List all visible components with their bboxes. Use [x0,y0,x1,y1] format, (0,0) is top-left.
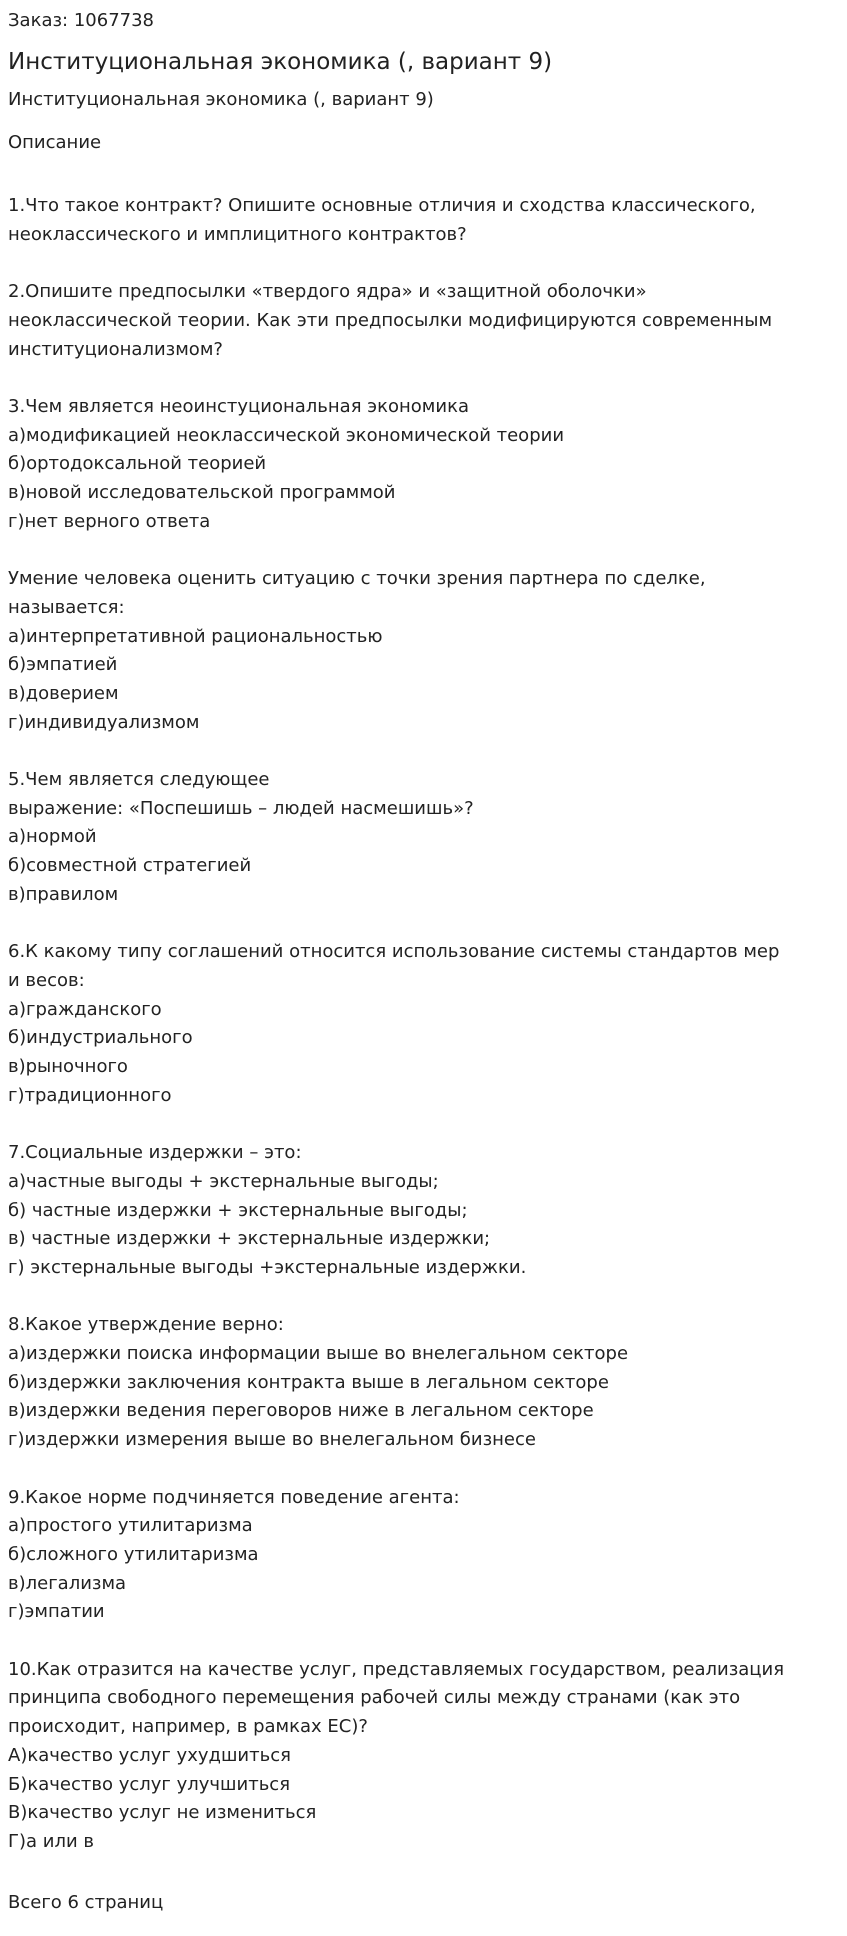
text-line: институционализмом? [8,338,223,360]
text-line: б)ортодоксальной теорией [8,453,267,475]
text-line: в)доверием [8,682,119,704]
text-line: 8.Какое утверждение верно: [8,1314,284,1336]
blank-line [8,737,838,766]
text-line: Б)качество услуг улучшиться [8,1773,291,1795]
text-line: а)модификацией неоклассической экономической теории [8,424,565,446]
text-line: а)интерпретативной рациональностью [8,625,383,647]
text-line: 6.К какому типу соглашений относится использование системы стандартов мер [8,941,780,963]
text-line: 3.Чем является неоинстуциональная экономика [8,395,469,417]
text-line: неоклассической теории. Как эти предпосылки модифицируются современным [8,309,773,331]
text-line: 7.Социальные издержки – это: [8,1142,302,1164]
text-line: в)новой исследовательской программой [8,482,396,503]
blank-line [8,536,838,565]
text-line: принципа свободного перемещения рабочей силы между странами (как это [8,1687,741,1709]
text-line: 9.Какое норме подчиняется поведение агента: [8,1486,460,1508]
blank-line [8,249,838,278]
text-line: г)традиционного [8,1084,172,1106]
text-line: в)рыночного [8,1056,128,1078]
text-line: в)правилом [8,883,119,905]
text-line: а)частные выгоды + экстернальные выгоды; [8,1170,439,1192]
text-line: г) экстернальные выгоды +экстернальные издержки. [8,1256,527,1278]
order-number [8,10,154,32]
text-line: б)издержки заключения контракта выше в легальном секторе [8,1371,609,1393]
blank-line [8,1455,838,1484]
text-line: в) частные издержки + экстернальные издержки; [8,1228,491,1250]
text-line: Умение человека оценить ситуацию с точки зрения партнера по сделке, [8,568,706,590]
text-line: в)легализма [8,1572,127,1594]
text-line: А)качество услуг ухудшиться [8,1744,291,1766]
text-line: в)издержки ведения переговоров ниже в легальном секторе [8,1400,594,1422]
blank-line [8,910,838,939]
text-line: г)эмпатии [8,1601,105,1623]
page-title: Институциональная экономика (, вариант 9) [8,49,553,75]
order-value: 1067738 [73,10,155,31]
text-line: б)сложного утилитаризма [8,1543,259,1565]
blank-line [8,1283,838,1312]
text-line: а)издержки поиска информации выше во внелегальном секторе [8,1343,629,1365]
text-line: В)качество услуг не измениться [8,1802,317,1824]
text-line: 2.Опишите предпосылки «твердого ядра» и «защитной оболочки» [8,281,647,303]
text-line: 1.Что такое контракт? Опишите основные отличия и сходства классического, [8,195,756,216]
description-body [8,192,838,1857]
text-line: г)издержки измерения выше во внелегальном бизнесе [8,1429,536,1451]
order-label: Заказ: [8,10,69,31]
text-line: г)нет верного ответа [8,510,211,532]
text-line: 10.Как отразится на качестве услуг, представляемых государством, реализация [8,1658,785,1680]
text-line: б)эмпатией [8,654,118,676]
text-line: б) частные издержки + экстернальные выгоды; [8,1199,468,1221]
description-heading: Описание [8,132,102,153]
text-line: 5.Чем является следующее [8,769,270,790]
text-line: а)гражданского [8,998,162,1020]
page-subtitle: Институциональная экономика (, вариант 9) [8,89,434,110]
text-line: выражение: «Поспешишь – людей насмешишь»? [8,797,474,819]
page-count: Всего 6 страниц [8,1892,164,1913]
text-line: и весов: [8,969,85,991]
text-line: а)нормой [8,826,97,848]
text-line: г)индивидуализмом [8,711,200,733]
blank-line [8,1627,838,1656]
text-line: б)индустриального [8,1027,193,1049]
text-line: неоклассического и имплицитного контрактов? [8,223,467,245]
text-line: Г)а или в [8,1830,94,1852]
text-line: происходит, например, в рамках ЕС)? [8,1716,368,1738]
blank-line [8,1110,838,1139]
text-line: а)простого утилитаризма [8,1515,253,1537]
text-line: б)совместной стратегией [8,855,252,877]
blank-line [8,364,838,393]
text-line: называется: [8,596,125,618]
